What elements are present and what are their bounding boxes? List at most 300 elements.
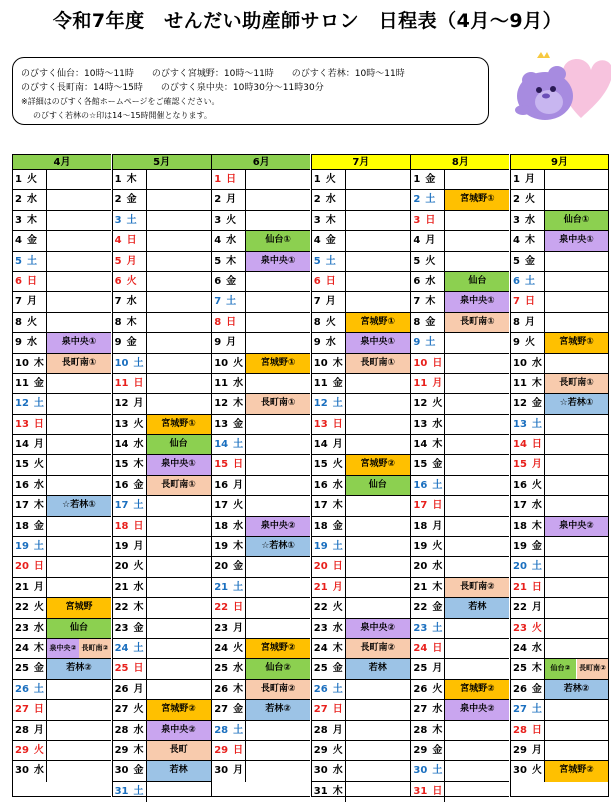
day-of-week: 月 [432,377,443,389]
day-row [13,639,111,659]
day-label [413,680,443,699]
day-number: 9 [513,337,520,349]
day-row [312,578,410,598]
month-column [12,154,111,797]
day-row [13,680,111,700]
day-label [413,517,443,536]
event-sendai: 仙台 [445,272,509,291]
day-number: 16 [214,479,229,491]
event-wakabayashi: 若林 [445,598,509,617]
event-izumi: 泉中央① [246,252,310,271]
day-of-week: 月 [233,765,244,777]
day-of-week: 金 [531,398,542,410]
day-of-week: 金 [425,316,436,328]
day-number: 4 [15,235,22,247]
day-of-week: 土 [33,541,44,553]
day-label [314,557,344,576]
day-of-week: 火 [226,214,237,226]
day-number: 29 [15,744,29,756]
day-number: 18 [214,520,229,532]
day-of-week: 月 [33,724,44,736]
day-number: 1 [114,174,122,185]
page-title: 令和7年度 せんだい助産師サロン 日程表（4月～9月） [52,10,563,32]
day-of-week: 火 [26,316,37,328]
day-label [214,761,244,780]
day-label [214,435,244,454]
day-of-week: 日 [531,581,542,593]
day-of-week: 日 [133,377,144,389]
day-row [411,721,509,741]
day-row [13,415,111,435]
day-of-week: 火 [133,418,144,430]
day-number: 28 [413,724,428,736]
day-label [413,476,443,495]
day-of-week: 土 [126,214,137,226]
day-of-week: 金 [332,663,343,675]
day-of-week: 水 [33,479,44,491]
day-row [312,761,410,781]
day-number: 1 [214,174,222,185]
day-of-week: 水 [233,377,244,389]
day-of-week: 金 [126,337,137,349]
day-label [513,415,543,434]
event-miyagino: 宮城野② [445,680,509,699]
day-number: 30 [513,765,527,777]
day-number: 29 [114,744,129,756]
day-row [511,190,608,210]
day-number: 1 [313,174,321,185]
day-number: 24 [214,642,229,654]
day-row [113,190,211,210]
day-label [513,680,543,699]
day-of-week: 水 [133,581,144,593]
day-of-week: 水 [26,337,37,349]
day-number: 20 [15,561,29,573]
day-of-week: 火 [432,541,443,553]
day-of-week: 火 [133,561,144,573]
day-label [214,741,244,760]
day-label [513,211,543,230]
day-row [113,700,211,720]
event-miyagino: 宮城野① [346,313,410,332]
day-label [513,272,543,291]
day-label [314,700,344,719]
day-of-week: 木 [432,439,443,451]
event-nagamachi: 長町南① [445,313,509,332]
day-row [312,639,410,659]
day-number: 23 [413,622,428,634]
day-label [314,435,344,454]
day-label [314,639,344,658]
day-label [513,517,543,536]
day-of-week: 木 [432,724,443,736]
day-number: 12 [413,398,428,410]
day-number: 7 [513,296,520,308]
day-row [312,496,410,516]
day-label [513,537,543,556]
day-label [314,252,344,271]
day-label [115,435,145,454]
day-of-week: 木 [133,744,144,756]
day-label [413,211,443,230]
day-of-week: 土 [531,418,542,430]
day-label [314,354,344,373]
day-of-week: 金 [226,275,237,287]
day-row [312,659,410,679]
day-number: 4 [413,235,421,247]
day-row [511,537,608,557]
mascot-belly [535,90,563,114]
month-column [112,154,211,797]
day-row [312,782,410,802]
day-row [13,619,111,639]
day-of-week: 月 [432,520,443,532]
event-miyagino: 宮城野 [47,598,111,617]
day-row [13,231,111,251]
day-row [13,557,111,577]
day-of-week: 日 [33,704,44,716]
day-row [312,700,410,720]
day-label [115,639,145,658]
day-row [312,333,410,353]
day-number: 21 [15,581,29,593]
day-row [113,537,211,557]
day-row [411,557,509,577]
day-of-week: 金 [332,377,343,389]
day-number: 17 [214,500,229,512]
day-of-week: 日 [524,296,535,308]
day-label [314,659,344,678]
day-row [511,557,608,577]
day-label [214,557,244,576]
day-row [113,496,211,516]
day-number: 20 [114,561,129,573]
day-of-week: 木 [332,500,343,512]
day-of-week: 木 [33,642,44,654]
day-number: 15 [413,459,428,471]
event-wakabayashi: 若林② [246,700,310,719]
day-label [214,374,244,393]
day-number: 9 [15,337,22,349]
day-of-week: 火 [332,602,343,614]
day-label [214,292,244,311]
event-izumi: 泉中央① [545,231,608,250]
day-label [314,476,344,495]
day-of-week: 土 [432,622,443,634]
day-number: 15 [513,459,527,471]
day-label [15,415,45,434]
day-of-week: 日 [226,316,237,328]
day-of-week: 金 [531,683,542,695]
event-sendai: 仙台 [147,435,211,454]
day-number: 21 [114,581,129,593]
day-label [15,252,45,271]
day-label [413,252,443,271]
day-row [312,211,410,231]
day-number: 22 [15,602,29,614]
day-number: 26 [413,683,428,695]
day-row [113,354,211,374]
day-number: 12 [214,398,229,410]
day-number: 3 [513,214,520,226]
day-label [413,231,443,250]
day-row [511,374,608,394]
day-row [13,272,111,292]
day-of-week: 土 [531,704,542,716]
day-of-week: 水 [133,724,144,736]
day-label [115,578,145,597]
day-of-week: 金 [133,622,144,634]
day-of-week: 火 [133,704,144,716]
month-header: 4月 [13,155,111,170]
day-of-week: 木 [432,581,443,593]
day-label [115,761,145,780]
day-number: 18 [114,520,129,532]
day-row [212,700,310,720]
day-of-week: 土 [233,439,244,451]
event-wakabayashi: 若林 [147,761,211,780]
day-row [411,700,509,720]
day-number: 31 [413,785,428,797]
day-row [411,598,509,618]
day-row [212,435,310,455]
schedule-table [12,154,611,798]
day-of-week: 月 [524,174,535,185]
day-row [312,313,410,333]
event-nagamachi: 長町南① [147,476,211,495]
day-number: 17 [413,500,428,512]
day-label [115,354,145,373]
day-label [15,619,45,638]
day-label [314,578,344,597]
day-of-week: 月 [233,479,244,491]
day-label [513,333,543,352]
day-number: 10 [313,357,328,369]
day-label [15,170,45,189]
day-number: 6 [313,275,321,287]
day-row [212,333,310,353]
day-label [214,598,244,617]
day-row [13,659,111,679]
day-label [413,700,443,719]
day-label [214,333,244,352]
day-of-week: 木 [233,398,244,410]
day-number: 26 [513,683,527,695]
event-wakabayashi: ☆若林① [47,496,111,515]
day-of-week: 月 [432,663,443,675]
day-label [214,680,244,699]
day-label [413,741,443,760]
day-number: 27 [513,704,527,716]
day-row [411,211,509,231]
day-row [312,455,410,475]
day-number: 16 [313,479,328,491]
day-row [113,211,211,231]
day-of-week: 日 [432,500,443,512]
day-label [314,537,344,556]
event-izumi: 泉中央② [147,721,211,740]
month-header: 6月 [212,155,310,170]
day-number: 26 [114,683,129,695]
day-label [513,741,543,760]
month-header: 8月 [411,155,509,170]
day-label [413,313,443,332]
day-number: 6 [15,275,22,287]
day-row [411,231,509,251]
day-row [312,619,410,639]
day-label [413,354,443,373]
day-of-week: 日 [33,561,44,573]
day-label [314,272,344,291]
day-of-week: 金 [432,602,443,614]
day-of-week: 水 [432,418,443,430]
day-number: 10 [15,357,29,369]
day-number: 20 [413,561,428,573]
day-row [212,680,310,700]
day-label [513,659,543,678]
day-label [115,517,145,536]
event-nagamachi: 長町南② [346,639,410,658]
event-izumi: 泉中央① [346,333,410,352]
day-label [513,619,543,638]
day-label [15,578,45,597]
day-label [413,598,443,617]
day-number: 21 [513,581,527,593]
day-label [115,741,145,760]
day-of-week: 火 [332,744,343,756]
day-row [411,313,509,333]
day-row [411,415,509,435]
day-row [411,435,509,455]
day-of-week: 月 [126,255,137,267]
day-row [411,517,509,537]
day-label [513,557,543,576]
day-of-week: 土 [432,479,443,491]
event-miyagino: 宮城野① [147,415,211,434]
day-row [13,435,111,455]
day-row [511,211,608,231]
day-label [214,252,244,271]
day-label [214,211,244,230]
day-label [314,231,344,250]
day-of-week: 金 [332,520,343,532]
day-number: 30 [114,765,129,777]
day-of-week: 木 [26,214,37,226]
day-number: 19 [114,541,129,553]
day-of-week: 木 [332,357,343,369]
day-row [113,476,211,496]
day-label [314,598,344,617]
day-number: 24 [313,642,328,654]
day-of-week: 水 [133,439,144,451]
day-number: 8 [214,316,222,328]
day-number: 19 [15,541,29,553]
day-of-week: 月 [26,296,37,308]
day-of-week: 金 [531,541,542,553]
event-izumi: 泉中央② [47,639,79,658]
day-row [13,741,111,761]
day-label [314,496,344,515]
day-row [212,578,310,598]
day-row [312,680,410,700]
day-of-week: 日 [133,520,144,532]
day-row [212,455,310,475]
day-number: 6 [413,275,421,287]
day-row [511,598,608,618]
day-of-week: 金 [33,663,44,675]
day-number: 19 [313,541,328,553]
day-of-week: 月 [133,398,144,410]
day-number: 26 [214,683,229,695]
day-of-week: 火 [432,398,443,410]
event-izumi: 泉中央② [346,619,410,638]
day-number: 3 [114,214,122,226]
day-row [212,252,310,272]
day-row [511,639,608,659]
day-row [511,415,608,435]
day-number: 14 [15,439,29,451]
day-number: 21 [413,581,428,593]
day-number: 11 [214,377,229,389]
info-box [12,57,489,125]
day-number: 19 [413,541,428,553]
event-izumi: 泉中央① [47,333,111,352]
day-of-week: 日 [531,439,542,451]
day-number: 28 [15,724,29,736]
day-number: 11 [513,377,527,389]
day-label [214,700,244,719]
day-row [13,721,111,741]
day-number: 12 [513,398,527,410]
day-of-week: 日 [33,418,44,430]
day-number: 6 [114,275,122,287]
day-number: 18 [413,520,428,532]
day-row [13,455,111,475]
day-number: 12 [15,398,29,410]
day-row [411,272,509,292]
day-of-week: 水 [233,520,244,532]
day-of-week: 木 [524,235,535,247]
day-label [15,394,45,413]
day-row [511,455,608,475]
day-of-week: 月 [524,316,535,328]
day-number: 6 [214,275,222,287]
day-label [413,537,443,556]
day-of-week: 土 [325,255,336,267]
day-row [411,680,509,700]
day-of-week: 日 [332,418,343,430]
day-number: 8 [513,316,520,328]
day-of-week: 火 [33,744,44,756]
day-row [312,476,410,496]
day-label [214,354,244,373]
day-number: 20 [214,561,229,573]
day-number: 12 [313,398,328,410]
day-label [413,496,443,515]
day-label [15,721,45,740]
day-number: 7 [114,296,122,308]
day-of-week: 月 [325,296,336,308]
day-label [15,639,45,658]
day-row [511,496,608,516]
day-number: 14 [114,439,129,451]
day-of-week: 火 [126,275,137,287]
day-number: 18 [15,520,29,532]
day-of-week: 木 [126,316,137,328]
day-of-week: 土 [33,683,44,695]
day-label [413,170,443,189]
day-label [15,476,45,495]
